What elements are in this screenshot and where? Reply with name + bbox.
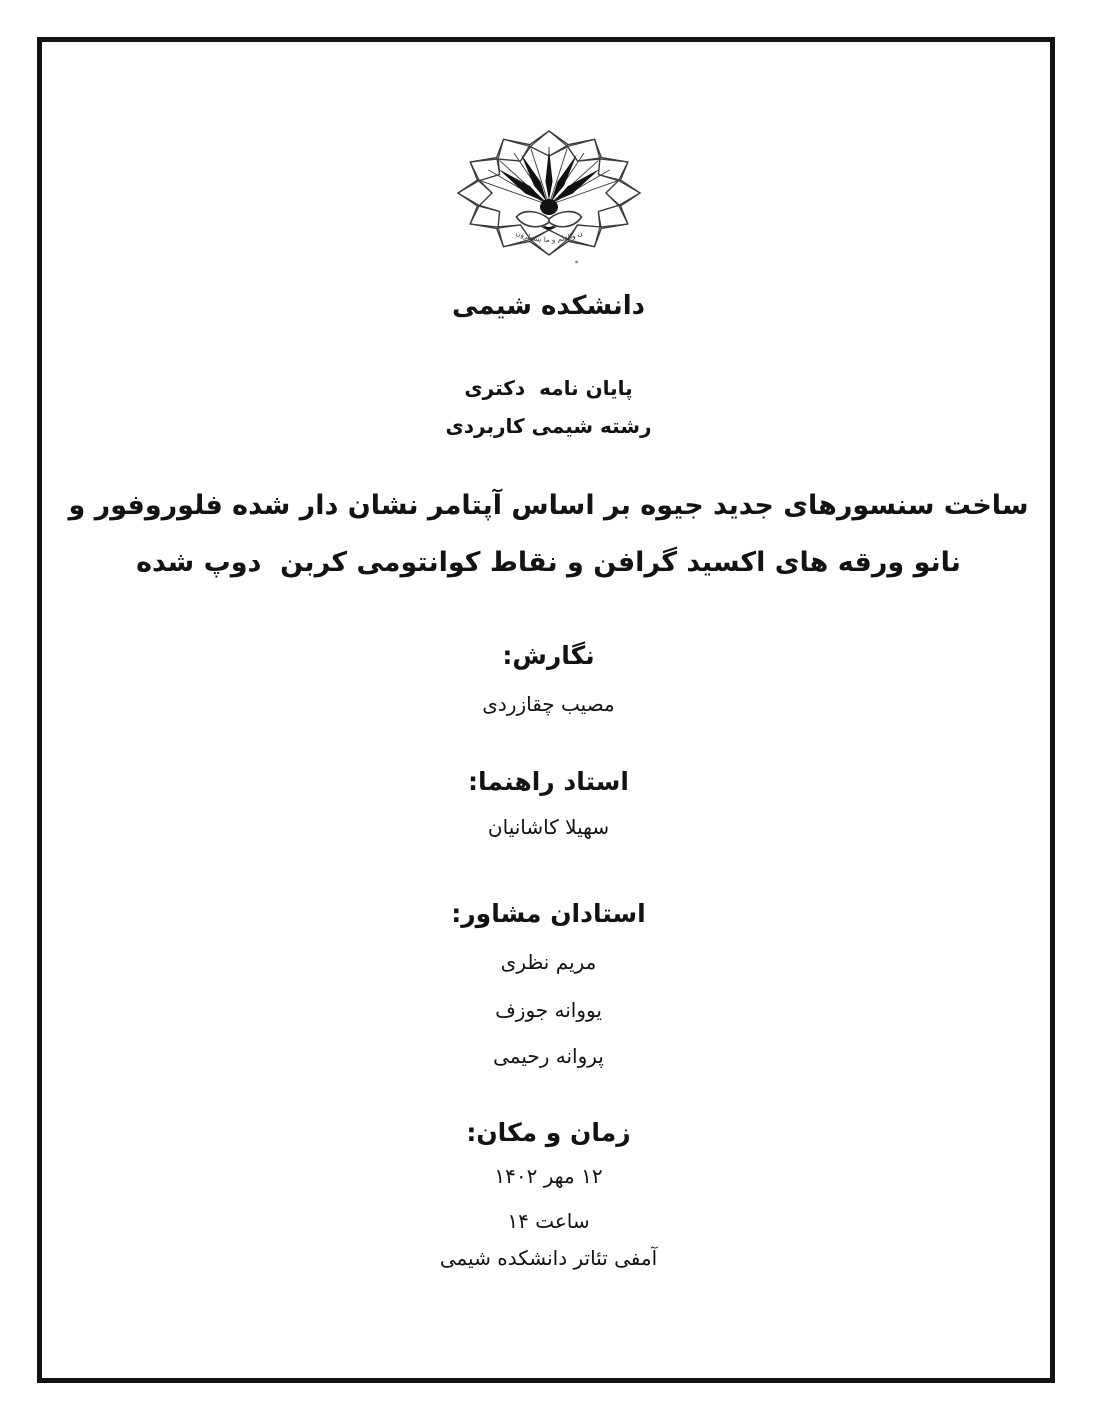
author-name: مصیب چقازردی [482, 692, 615, 716]
faculty-name: دانشکده شیمی [452, 291, 645, 321]
supervisor-label: استاد راهنما: [468, 767, 629, 796]
advisors-label: استادان مشاور: [451, 899, 646, 928]
advisor-name: پروانه رحیمی [493, 1044, 604, 1068]
advisor-name: یووانه جوزف [495, 998, 602, 1022]
defense-venue: آمفی تئاتر دانشکده شیمی [439, 1246, 658, 1270]
document-type: پایان نامه دکتری [464, 376, 633, 400]
advisor-name: مریم نظری [500, 950, 597, 974]
study-field: رشته شیمی کاربردی [445, 414, 652, 438]
time-place-label: زمان و مکان: [466, 1118, 631, 1147]
university-emblem-icon [456, 129, 642, 269]
logo-motto-text: ن والقلم و ما یسطرون [514, 228, 584, 245]
thesis-title-line1: ساخت سنسورهای جدید جیوه بر اساس آپتامر نشان دار شده فلوروفور و [68, 490, 1029, 521]
defense-time: ساعت ۱۴ [507, 1209, 590, 1233]
thesis-title-line2: نانو ورقه های اکسید گرافن و نقاط کوانتومی کربن دوپ شده [136, 547, 961, 578]
supervisor-name: سهیلا کاشانیان [487, 815, 610, 839]
author-label: نگارش: [502, 641, 595, 670]
university-logo [456, 129, 642, 269]
defense-date: ۱۲ مهر ۱۴۰۲ [494, 1164, 603, 1188]
